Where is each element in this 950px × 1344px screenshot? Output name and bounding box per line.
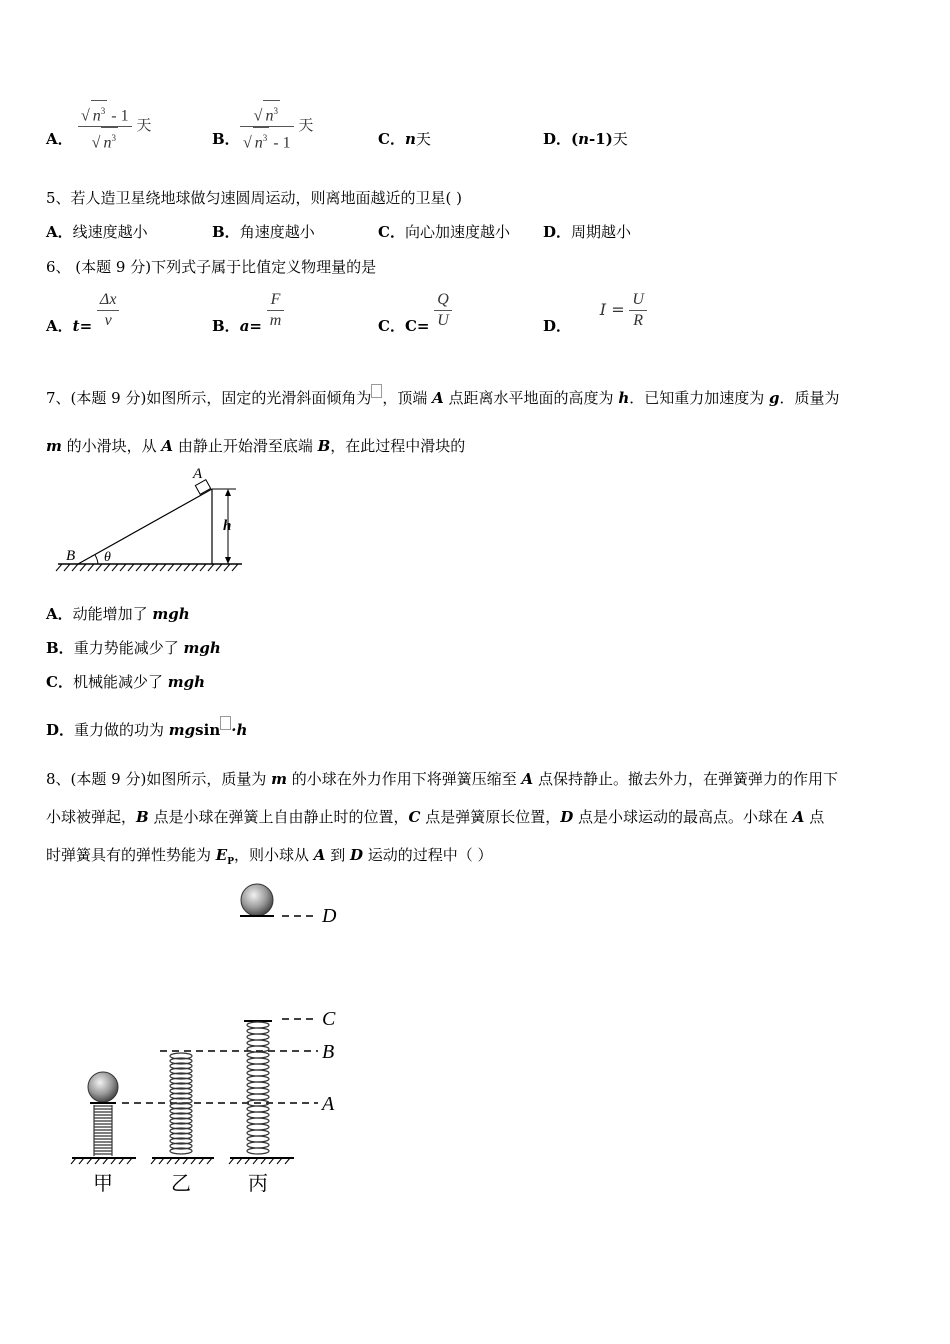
label-h: h bbox=[223, 518, 232, 534]
spring-jia bbox=[94, 1105, 112, 1156]
fraction: $\frac{√ n^3}{√ n^3 - 1}$ bbox=[240, 100, 294, 154]
q6-option-c: C．C= $\frac{Q}{U}$ bbox=[378, 290, 452, 331]
q8-stem-line1: 8、(本题 9 分)如图所示，质量为 m 的小球在外力作用下将弹簧压缩至 A 点保持静止。撤去外力，在弹簧弹力的作用下 bbox=[46, 770, 838, 788]
label-A: A bbox=[322, 1093, 335, 1115]
q7-stem-line1: 7、(本题 9 分)如图所示，固定的光滑斜面倾角为 ，顶端 A 点距离水平地面的高度为 h．已知重力加速度为 g．质量为 bbox=[46, 387, 840, 408]
q4-option-a-label: A． bbox=[46, 130, 73, 148]
ground-hatching bbox=[56, 564, 238, 571]
q4-option-b-formula bbox=[240, 100, 313, 154]
incline-surface bbox=[78, 489, 212, 564]
fraction: $\frac{U}{R}$ bbox=[629, 290, 647, 331]
q4-option-d: D．(n-1)天 bbox=[543, 130, 628, 148]
q8-stem-line3: 时弹簧具有的弹性势能为 $E_P$，则小球从 A 到 D 运动的过程中（ ） bbox=[46, 846, 493, 867]
label-bing: 丙 bbox=[248, 1171, 268, 1195]
spring-figure bbox=[60, 875, 360, 1205]
q7-stem-line2: m 的小滑块，从 A 由静止开始滑至底端 B，在此过程中滑块的 bbox=[46, 437, 466, 455]
label-yi: 乙 bbox=[171, 1171, 191, 1195]
q4-option-a-formula bbox=[78, 100, 151, 154]
q6-option-a: A．t= $\frac{\Delta x}{v}$ bbox=[46, 290, 119, 331]
label-B: B bbox=[66, 548, 76, 564]
fraction: $\frac{Q}{U}$ bbox=[434, 290, 452, 331]
label-C: C bbox=[322, 1008, 336, 1030]
q4-option-c: C．n天 bbox=[378, 130, 431, 148]
q5-option-d: D．周期越小 bbox=[543, 223, 632, 241]
spring-yi bbox=[170, 1053, 192, 1154]
q5-option-b: B．角速度越小 bbox=[212, 223, 315, 241]
spring-bing bbox=[247, 1022, 269, 1154]
arrow-head-up bbox=[225, 489, 231, 496]
q6-option-b: B．a= $\frac{F}{m}$ bbox=[212, 290, 284, 331]
q4-option-b-label: B． bbox=[212, 130, 240, 148]
arrow-head-down bbox=[225, 557, 231, 564]
label-A: A bbox=[193, 466, 203, 482]
q7-option-a: A．动能增加了 mgh bbox=[46, 605, 190, 623]
q8-stem-line2: 小球被弹起，B 点是小球在弹簧上自由静止时的位置，C 点是弹簧原长位置，D 点是小球运动的最高点。小球在 A 点 bbox=[46, 808, 825, 826]
fraction: $\frac{\Delta x}{v}$ bbox=[97, 290, 120, 331]
q5-stem: 5、若人造卫星绕地球做匀速圆周运动，则离地面越近的卫星( ) bbox=[46, 189, 463, 207]
missing-glyph-icon bbox=[371, 384, 382, 398]
unit-day: 天 bbox=[298, 116, 314, 134]
label-D: D bbox=[322, 905, 337, 927]
incline-figure bbox=[50, 462, 250, 577]
fraction: $\frac{√ n^3 - 1}{√ n^3}$ bbox=[78, 100, 132, 154]
unit-day: 天 bbox=[136, 116, 152, 134]
ball-at-a bbox=[88, 1072, 118, 1102]
fraction: $\frac{F}{m}$ bbox=[267, 290, 285, 331]
q6-option-d: D． I = $\frac{U}{R}$ bbox=[543, 290, 647, 331]
q7-option-c: C．机械能减少了 mgh bbox=[46, 673, 205, 691]
q5-option-a: A．线速度越小 bbox=[46, 223, 148, 241]
q7-option-b: B．重力势能减少了 mgh bbox=[46, 639, 221, 657]
angle-arc bbox=[95, 555, 98, 564]
ball-at-d bbox=[241, 884, 273, 916]
q5-option-c: C．向心加速度越小 bbox=[378, 223, 510, 241]
q6-stem: 6、 (本题 9 分)下列式子属于比值定义物理量的是 bbox=[46, 258, 377, 276]
label-theta: θ bbox=[104, 550, 111, 565]
label-jia: 甲 bbox=[93, 1171, 113, 1195]
label-B: B bbox=[322, 1041, 335, 1063]
missing-glyph-icon bbox=[220, 716, 231, 730]
q7-option-d: D．重力做的功为 mgsin ·h bbox=[46, 719, 247, 740]
